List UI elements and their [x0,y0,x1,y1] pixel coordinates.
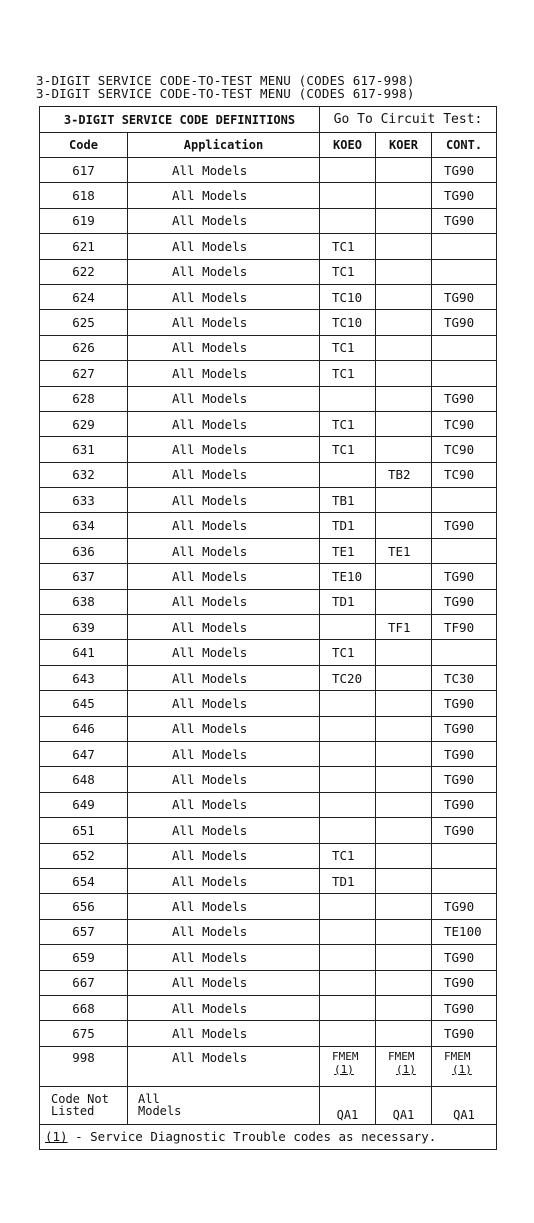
code-cell: 646 [40,716,128,741]
koeo-cell [320,183,376,208]
code-cell: 633 [40,488,128,513]
koeo-note-ref: (1) [334,1062,354,1076]
koeo-cell [320,386,376,411]
table-row [40,868,497,893]
table-row [40,691,497,716]
koeo-cell: TC1 [320,234,376,259]
koeo-cell [320,691,376,716]
code-cell: 657 [40,919,128,944]
application-cell: All Models [128,437,320,462]
application-cell: All Models [128,488,320,513]
koer-cell [376,1021,432,1046]
koeo-cell: TC1 [320,843,376,868]
application-cell: All Models [128,1046,320,1086]
code-cell: 617 [40,158,128,183]
code-cell: 628 [40,386,128,411]
application-cell: All Models [128,462,320,487]
koer-cell [376,945,432,970]
application-cell: All Models [128,716,320,741]
table-row [40,640,497,665]
koer-cell [376,158,432,183]
code-cell: 668 [40,995,128,1020]
code-cell: 675 [40,1021,128,1046]
cont-cell: TG90 [432,716,497,741]
koer-cell [376,513,432,538]
koeo-cell [320,208,376,233]
table-row [40,513,497,538]
code-cell: 631 [40,437,128,462]
application-cell: All Models [128,894,320,919]
cont-cell [432,234,497,259]
koeo-cell: TC1 [320,640,376,665]
application-line-1: All [138,1092,160,1107]
koeo-column-header: KOEO [320,133,376,158]
koeo-cell: TC1 [320,259,376,284]
koeo-cell [320,945,376,970]
koer-cell [376,691,432,716]
table-row [40,945,497,970]
koer-cell [376,589,432,614]
application-cell: All Models [128,741,320,766]
cont-cell: TG90 [432,1021,497,1046]
koer-cell [376,665,432,690]
cont-cell: TC90 [432,411,497,436]
code-cell: 622 [40,259,128,284]
table-row [40,589,497,614]
code-cell: 667 [40,970,128,995]
koer-cell [376,868,432,893]
service-code-table [39,106,497,1150]
application-line-2: Models [138,1104,182,1119]
cont-cell: TG90 [432,158,497,183]
cont-cell: TG90 [432,970,497,995]
code-cell: 645 [40,691,128,716]
koeo-fmem: FMEM [332,1049,359,1063]
code-cell: 638 [40,589,128,614]
koeo-cell [320,995,376,1020]
koer-cell [376,284,432,309]
cont-cell [432,1046,497,1086]
table-row [40,335,497,360]
application-cell: All Models [128,995,320,1020]
code-column-header: Code [40,133,128,158]
koer-column-header: KOER [376,133,432,158]
code-cell: 656 [40,894,128,919]
application-cell: All Models [128,691,320,716]
code-cell: 649 [40,792,128,817]
table-row [40,894,497,919]
table-row [40,792,497,817]
table-row-998 [40,1046,497,1086]
koeo-cell [320,894,376,919]
cont-fmem: FMEM [444,1049,471,1063]
koeo-cell [320,615,376,640]
koer-note-ref: (1) [396,1062,416,1076]
koeo-cell [320,741,376,766]
table-row [40,234,497,259]
application-cell: All Models [128,538,320,563]
code-cell: 627 [40,361,128,386]
code-cell: 636 [40,538,128,563]
cont-cell: TG90 [432,513,497,538]
koer-cell [376,564,432,589]
koer-cell [376,437,432,462]
footnote-row [40,1124,497,1149]
code-not-listed-line-2: Listed [51,1104,95,1119]
koer-cell [376,995,432,1020]
footnote-ref: (1) [45,1129,68,1145]
table-row [40,970,497,995]
table-row [40,411,497,436]
code-cell: 648 [40,767,128,792]
koeo-cell: TB1 [320,488,376,513]
application-cell: All Models [128,843,320,868]
code-cell: 626 [40,335,128,360]
application-cell [128,1086,320,1124]
code-cell: 637 [40,564,128,589]
cont-cell [432,868,497,893]
koer-cell [376,767,432,792]
page-heading [36,74,415,100]
application-cell: All Models [128,589,320,614]
koeo-cell [320,1021,376,1046]
cont-cell: TG90 [432,183,497,208]
code-cell: 998 [40,1046,128,1086]
cont-cell [432,538,497,563]
application-cell: All Models [128,335,320,360]
table-row [40,386,497,411]
koer-cell [376,386,432,411]
table-row [40,995,497,1020]
table-row [40,767,497,792]
table-row [40,741,497,766]
code-cell: 624 [40,284,128,309]
cont-cell: TF90 [432,615,497,640]
footnote [40,1124,497,1149]
code-cell: 632 [40,462,128,487]
koer-cell: TB2 [376,462,432,487]
application-cell: All Models [128,792,320,817]
koer-cell [376,792,432,817]
koer-cell [376,234,432,259]
koeo-cell: TC1 [320,411,376,436]
koer-cell: TE1 [376,538,432,563]
cont-cell: TG90 [432,386,497,411]
application-cell: All Models [128,818,320,843]
cont-cell [432,488,497,513]
code-cell: 619 [40,208,128,233]
application-cell: All Models [128,386,320,411]
cont-cell: QA1 [432,1086,497,1124]
definitions-group-header: 3-DIGIT SERVICE CODE DEFINITIONS [40,107,320,133]
application-cell: All Models [128,158,320,183]
code-cell: 659 [40,945,128,970]
table-row [40,259,497,284]
cont-cell: TG90 [432,691,497,716]
cont-cell: TG90 [432,310,497,335]
heading-line-2: 3-DIGIT SERVICE CODE-TO-TEST MENU (CODES 617-998) [36,86,415,101]
circuit-test-group-header: Go To Circuit Test: [320,107,497,133]
cont-cell [432,361,497,386]
koer-cell [376,335,432,360]
code-cell: 647 [40,741,128,766]
application-cell: All Models [128,310,320,335]
table-row [40,462,497,487]
code-cell: 652 [40,843,128,868]
cont-cell: TG90 [432,818,497,843]
koer-cell [376,411,432,436]
cont-cell: TC90 [432,462,497,487]
cont-cell: TG90 [432,995,497,1020]
cont-cell: TG90 [432,792,497,817]
code-cell: 639 [40,615,128,640]
table-row [40,818,497,843]
cont-cell: TE100 [432,919,497,944]
table-row [40,361,497,386]
application-cell: All Models [128,361,320,386]
application-cell: All Models [128,767,320,792]
application-cell: All Models [128,208,320,233]
koer-cell [376,1046,432,1086]
application-cell: All Models [128,868,320,893]
table-body [40,158,497,1047]
code-not-listed-line-1: Code Not [51,1092,109,1107]
heading-line-1: 3-DIGIT SERVICE CODE-TO-TEST MENU (CODES 617-998) [36,73,415,88]
code-cell [40,1086,128,1124]
koer-cell [376,488,432,513]
table-row [40,208,497,233]
table-row [40,615,497,640]
cont-column-header: CONT. [432,133,497,158]
cont-cell: TG90 [432,284,497,309]
koer-cell [376,818,432,843]
koeo-cell: TE10 [320,564,376,589]
cont-cell [432,843,497,868]
koeo-cell: TC1 [320,361,376,386]
cont-cell: TC90 [432,437,497,462]
koer-cell [376,741,432,766]
koer-cell [376,970,432,995]
table-row [40,488,497,513]
koer-cell [376,310,432,335]
koer-fmem: FMEM [388,1049,415,1063]
cont-cell: TG90 [432,564,497,589]
application-cell: All Models [128,919,320,944]
cont-cell: TG90 [432,894,497,919]
application-cell: All Models [128,411,320,436]
koer-cell [376,919,432,944]
application-cell: All Models [128,564,320,589]
koer-cell [376,843,432,868]
code-cell: 629 [40,411,128,436]
table-row [40,919,497,944]
koeo-cell: TC20 [320,665,376,690]
cont-cell: TG90 [432,589,497,614]
koer-cell [376,208,432,233]
table-row [40,183,497,208]
koeo-cell [320,716,376,741]
application-cell: All Models [128,970,320,995]
table-row [40,843,497,868]
footnote-text: - Service Diagnostic Trouble codes as necessary. [67,1129,437,1145]
application-cell: All Models [128,284,320,309]
table-row [40,665,497,690]
code-cell: 641 [40,640,128,665]
application-cell: All Models [128,640,320,665]
koeo-cell: TC1 [320,335,376,360]
application-cell: All Models [128,665,320,690]
table-row [40,716,497,741]
code-cell: 621 [40,234,128,259]
koeo-cell: QA1 [320,1086,376,1124]
code-cell: 618 [40,183,128,208]
code-cell: 654 [40,868,128,893]
table-row [40,310,497,335]
koeo-cell: TE1 [320,538,376,563]
application-cell: All Models [128,234,320,259]
koeo-cell: TD1 [320,589,376,614]
table-row [40,564,497,589]
cont-note-ref: (1) [452,1062,472,1076]
table-row [40,1021,497,1046]
application-cell: All Models [128,513,320,538]
koer-cell: TF1 [376,615,432,640]
koer-cell: QA1 [376,1086,432,1124]
code-cell: 651 [40,818,128,843]
table-row [40,158,497,183]
koeo-cell: TD1 [320,513,376,538]
koeo-cell [320,767,376,792]
koer-cell [376,716,432,741]
cont-cell: TG90 [432,741,497,766]
cont-cell: TG90 [432,208,497,233]
koer-cell [376,894,432,919]
koeo-cell: TC10 [320,310,376,335]
koeo-cell [320,919,376,944]
koeo-cell [320,818,376,843]
koer-cell [376,640,432,665]
table-row-not-listed [40,1086,497,1124]
application-cell: All Models [128,615,320,640]
table-row [40,437,497,462]
koeo-cell [320,970,376,995]
cont-cell [432,335,497,360]
koeo-cell: TC10 [320,284,376,309]
code-cell: 643 [40,665,128,690]
koer-cell [376,361,432,386]
cont-cell: TC30 [432,665,497,690]
koeo-cell [320,792,376,817]
cont-cell [432,640,497,665]
cont-cell: TG90 [432,945,497,970]
koeo-cell: TD1 [320,868,376,893]
koer-cell [376,259,432,284]
application-cell: All Models [128,945,320,970]
cont-cell: TG90 [432,767,497,792]
koer-cell [376,183,432,208]
application-column-header: Application [128,133,320,158]
table-row [40,538,497,563]
koeo-cell: TC1 [320,437,376,462]
koeo-cell [320,1046,376,1086]
code-cell: 634 [40,513,128,538]
koeo-cell [320,462,376,487]
code-cell: 625 [40,310,128,335]
application-cell: All Models [128,1021,320,1046]
application-cell: All Models [128,183,320,208]
cont-cell [432,259,497,284]
table-row [40,284,497,309]
application-cell: All Models [128,259,320,284]
koeo-cell [320,158,376,183]
